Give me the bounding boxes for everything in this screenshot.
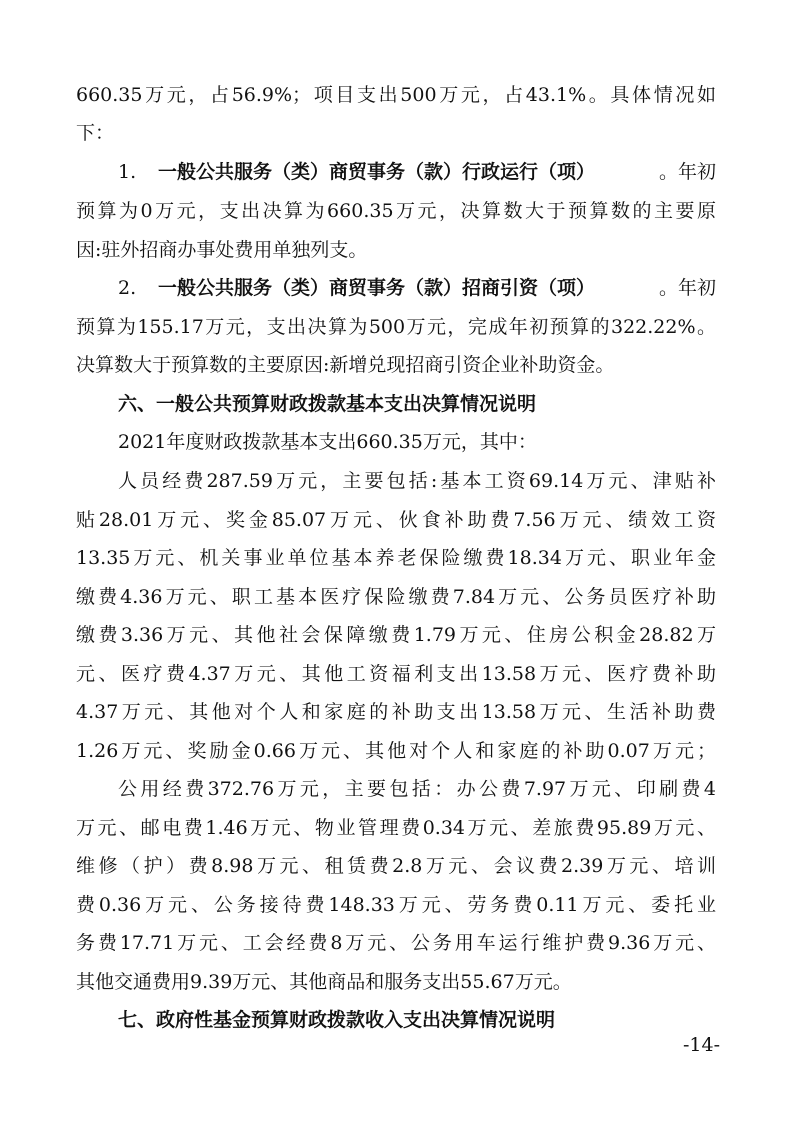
- body-line: 2021年度财政拨款基本支出660.35万元，其中：: [118, 431, 537, 453]
- body-line: 预算为155.17万元，支出决算为500万元，完成年初预算的322.22%。: [76, 316, 716, 338]
- body-line: 下：: [76, 122, 115, 144]
- body-line: 费0.36万元、公务接待费148.33万元、劳务费0.11万元、委托业: [76, 894, 716, 916]
- body-line: 公用经费372.76万元，主要包括：办公费7.97万元、印刷费4: [118, 778, 716, 800]
- list-item-2: [118, 273, 716, 303]
- list-item-tail: 。年初: [658, 161, 716, 183]
- body-line: 13.35万元、机关事业单位基本养老保险缴费18.34万元、职业年金: [76, 547, 716, 569]
- list-item-title: 一般公共服务（类）商贸事务（款）行政运行（项）: [158, 161, 596, 183]
- list-item-tail: 。年初: [658, 277, 716, 299]
- section-heading-7: 七、政府性基金预算财政拨款收入支出决算情况说明: [118, 1009, 556, 1031]
- list-item-number: 2.: [118, 277, 137, 299]
- body-line: 决算数大于预算数的主要原因:新增兑现招商引资企业补助资金。: [76, 354, 615, 376]
- body-line: 1.26万元、奖励金0.66万元、其他对个人和家庭的补助0.07万元；: [76, 740, 716, 762]
- body-line: 万元、邮电费1.46万元、物业管理费0.34万元、差旅费95.89万元、: [76, 817, 716, 839]
- body-line: 人员经费287.59万元，主要包括:基本工资69.14万元、津贴补: [118, 470, 716, 492]
- body-line: 预算为0万元，支出决算为660.35万元，决算数大于预算数的主要原: [76, 200, 716, 222]
- body-line: 缴费3.36万元、其他社会保障缴费1.79万元、住房公积金28.82万: [76, 624, 716, 646]
- page-number: -14-: [682, 1034, 720, 1056]
- body-line: 元、医疗费4.37万元、其他工资福利支出13.58万元、医疗费补助: [76, 663, 716, 685]
- body-line: 务费17.71万元、工会经费8万元、公务用车运行维护费9.36万元、: [76, 932, 716, 954]
- list-item-title: 一般公共服务（类）商贸事务（款）招商引资（项）: [158, 277, 596, 299]
- body-line: 其他交通费用9.39万元、其他商品和服务支出55.67万元。: [76, 971, 572, 993]
- list-item-number: 1.: [118, 161, 137, 183]
- body-line: 660.35万元，占56.9%；项目支出500万元，占43.1%。具体情况如: [76, 84, 716, 106]
- body-line: 贴28.01万元、奖金85.07万元、伙食补助费7.56万元、绩效工资: [76, 509, 716, 531]
- body-line: 缴费4.36万元、职工基本医疗保险缴费7.84万元、公务员医疗补助: [76, 586, 716, 608]
- body-line: 4.37万元、其他对个人和家庭的补助支出13.58万元、生活补助费: [76, 701, 716, 723]
- body-line: 因:驻外招商办事处费用单独列支。: [76, 239, 368, 261]
- section-heading-6: 六、一般公共预算财政拨款基本支出决算情况说明: [118, 393, 537, 415]
- list-item-1: [118, 157, 716, 187]
- body-line: 维修（护）费8.98万元、租赁费2.8万元、会议费2.39万元、培训: [76, 855, 716, 877]
